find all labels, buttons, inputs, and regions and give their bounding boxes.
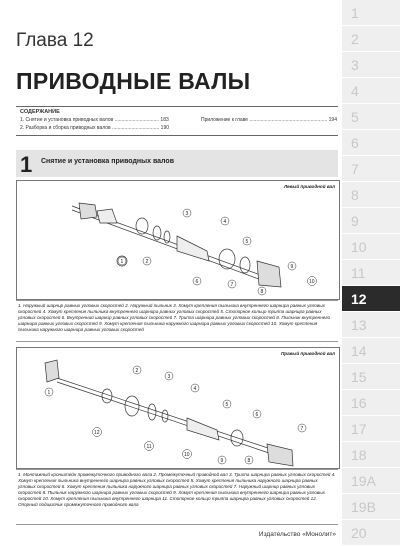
callout: 10 bbox=[184, 452, 190, 458]
chapter-tab[interactable]: 13 bbox=[342, 312, 400, 338]
callout: 9 bbox=[290, 264, 294, 270]
callout: 10 bbox=[309, 279, 315, 285]
callout: 2 bbox=[145, 259, 149, 265]
chapter-tab[interactable]: 4 bbox=[342, 78, 400, 104]
figure-left-driveshaft bbox=[16, 180, 340, 300]
chapter-tab[interactable]: 8 bbox=[342, 182, 400, 208]
figure-right-driveshaft bbox=[16, 347, 340, 469]
page-title: ПРИВОДНЫЕ ВАЛЫ bbox=[16, 68, 251, 94]
section-number: 1 bbox=[20, 152, 33, 177]
callout: 3 bbox=[185, 211, 189, 217]
toc-entry[interactable]: 1. Снятие и установка приводных валов ................................ 183 bbox=[20, 117, 169, 123]
chapter-tab[interactable]: 11 bbox=[342, 260, 400, 286]
callout: 2 bbox=[135, 368, 139, 374]
right-driveshaft-diagram bbox=[17, 348, 339, 468]
toc-entry[interactable]: Приложение к главе ........................................................ 194 bbox=[201, 117, 337, 123]
chapter-tab[interactable]: 15 bbox=[342, 364, 400, 390]
left-driveshaft-diagram bbox=[17, 181, 339, 299]
toc-entry[interactable]: 2. Разборка и сборка приводных валов .................................. 190 bbox=[20, 125, 170, 131]
section-header bbox=[16, 150, 338, 177]
figure-caption: 1. Наружный шарнир равных угловых скоростей 2. Наружный пыльник 3. Хомут крепления пыльника внутреннего шарнира равных угловых скоростей 4. Хомут крепления пыльника внутреннего шарнира равных угловых скоростей 5. Стопорное кольцо триппа шарнира равных угловых скоростей 6. Внутренний шарнир равных угловых скоростей 7. Триппа шарнира равных угловых скоростей 8. Пыльник внутреннего шарнира равных угловых скоростей 9. Хомут крепления пыльника наружного шарнира равных угловых скоростей 10. Хомут крепления пыльника наружного шарнира равных угловых скоростей bbox=[16, 300, 338, 342]
chapter-number: Глава 12 bbox=[16, 30, 94, 51]
section-title: Снятие и установка приводных валов bbox=[41, 158, 174, 165]
callout: 6 bbox=[195, 279, 199, 285]
chapter-tab[interactable]: 1 bbox=[342, 0, 400, 26]
callout: 1 bbox=[47, 390, 51, 396]
table-of-contents bbox=[16, 106, 338, 136]
figure-caption: 1. Монтажный кронштейн промежуточного приводного вала 2. Промежуточный приводной вал 3. Триппа шарнира равных угловых скоростей 4. Хомут крепления пыльника внутреннего шарнира равных угловых скоростей 5. Хомут крепления пыльника наружного шарнира равных угловых скоростей 6. Хомут крепления пыльника наружного шарнира равных угловых скоростей 7. Наружный шарнир равных угловых скоростей 8. Пыльник наружного шарнира равных угловых скоростей 9. Хомут крепления пыльника внутреннего шарнира равных угловых скоростей 10. Хомут крепления пыльника внутреннего шарнира 11. Стопорное кольцо триппа шарнира равных угловых скоростей 12. Опорный подшипник промежуточного приводного вала bbox=[16, 469, 338, 525]
chapter-tab-active[interactable]: 12 bbox=[342, 286, 400, 312]
chapter-tab[interactable]: 5 bbox=[342, 104, 400, 130]
toc-heading: СОДЕРЖАНИЕ bbox=[20, 109, 60, 115]
callout: 5 bbox=[245, 239, 249, 245]
callout: 5 bbox=[225, 402, 229, 408]
callout: 1 bbox=[120, 259, 124, 265]
callout: 11 bbox=[146, 444, 152, 450]
figure-label: Левый приводной вал bbox=[283, 184, 335, 189]
callout: 8 bbox=[247, 458, 251, 464]
chapter-tab[interactable]: 18 bbox=[342, 442, 400, 468]
callout: 12 bbox=[94, 430, 100, 436]
callout: 3 bbox=[167, 374, 171, 380]
callout: 4 bbox=[193, 386, 197, 392]
figure-label: Правый приводной вал bbox=[280, 351, 335, 356]
chapter-tab[interactable]: 2 bbox=[342, 26, 400, 52]
callout: 4 bbox=[223, 219, 227, 225]
chapter-tabs bbox=[342, 0, 400, 545]
chapter-tab[interactable]: 9 bbox=[342, 208, 400, 234]
chapter-tab[interactable]: 16 bbox=[342, 390, 400, 416]
callout: 6 bbox=[255, 412, 259, 418]
chapter-tab[interactable]: 10 bbox=[342, 234, 400, 260]
callout: 8 bbox=[260, 289, 264, 295]
chapter-tab[interactable]: 19B bbox=[342, 494, 400, 520]
chapter-tab[interactable]: 3 bbox=[342, 52, 400, 78]
callout: 7 bbox=[300, 426, 304, 432]
chapter-tab[interactable]: 7 bbox=[342, 156, 400, 182]
chapter-tab[interactable]: 19A bbox=[342, 468, 400, 494]
callout: 7 bbox=[230, 282, 234, 288]
chapter-tab[interactable]: 14 bbox=[342, 338, 400, 364]
chapter-tab[interactable]: 6 bbox=[342, 130, 400, 156]
chapter-tab[interactable]: 17 bbox=[342, 416, 400, 442]
chapter-tab[interactable]: 20 bbox=[342, 520, 400, 546]
callout: 9 bbox=[220, 458, 224, 464]
publisher-footer: Издательство «Монолит» bbox=[258, 531, 336, 538]
